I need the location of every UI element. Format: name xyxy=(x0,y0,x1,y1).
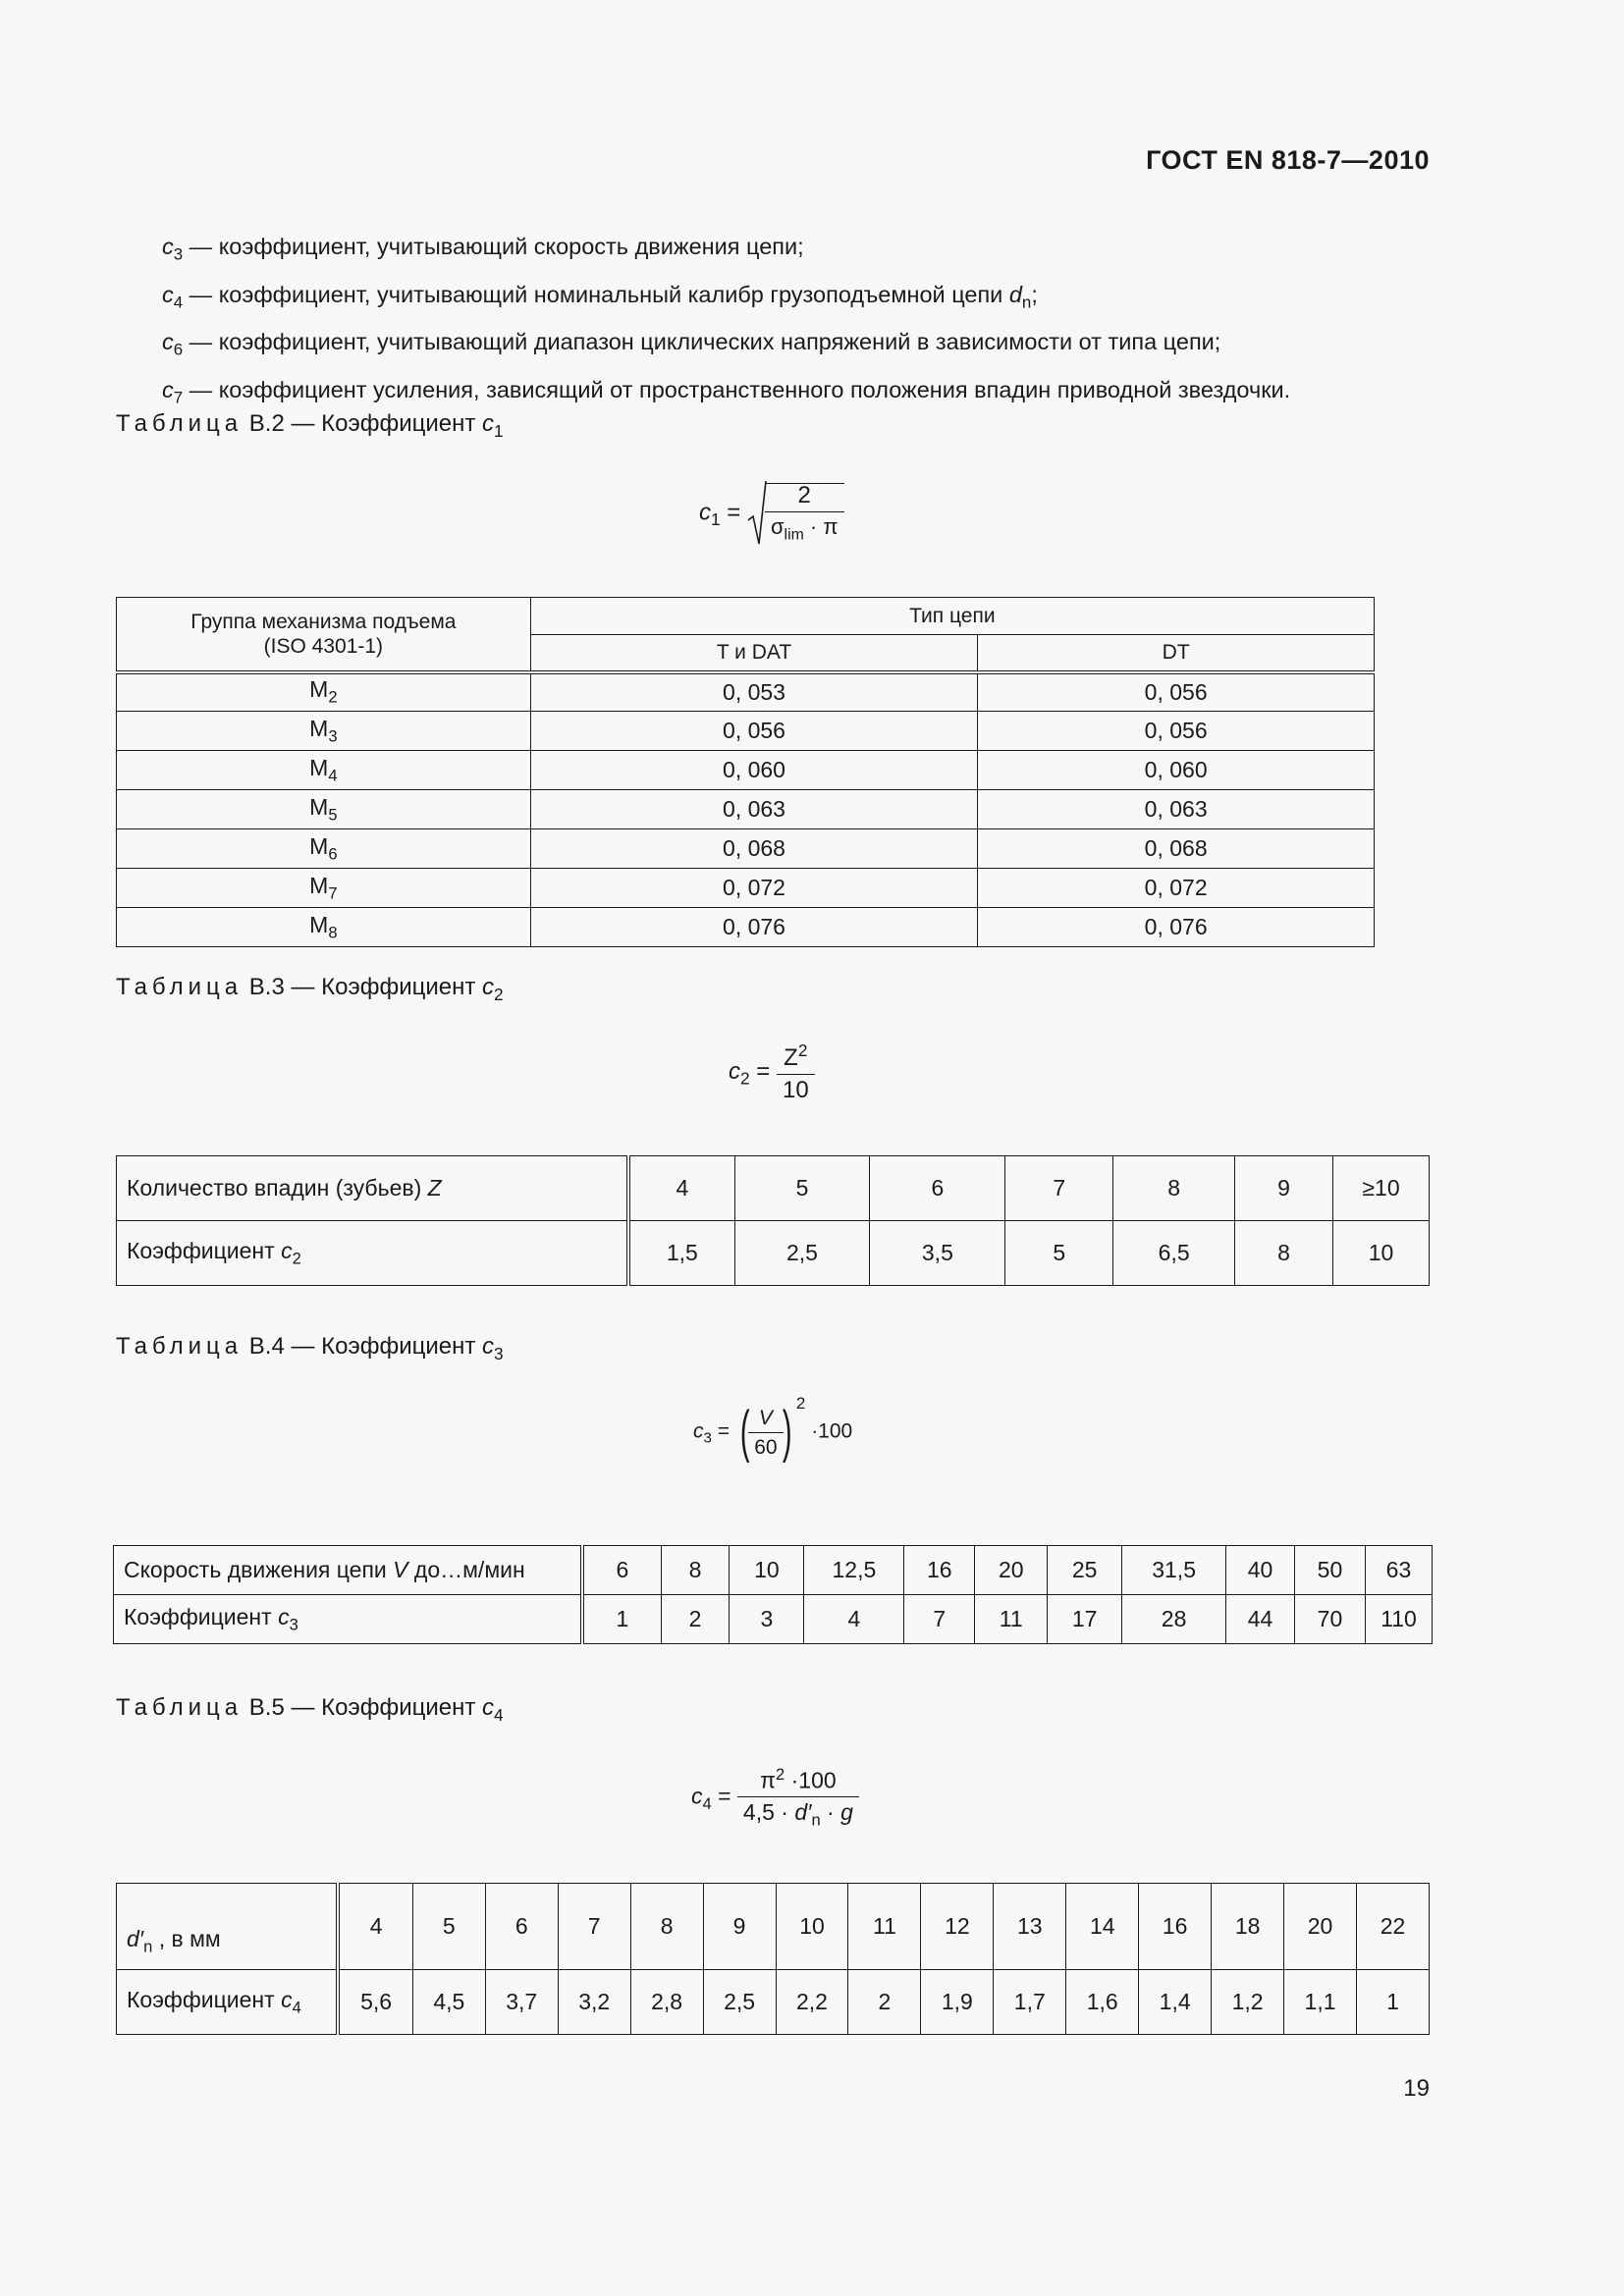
value-cell: 4 xyxy=(338,1884,412,1970)
value-cell: 11 xyxy=(848,1884,921,1970)
paren-right: ) xyxy=(782,1400,792,1464)
row-label-c4: Коэффициент $c_4$ xyxy=(117,1970,339,2035)
value-cell: ≥10 xyxy=(1333,1156,1430,1221)
cell-dt: 0, 072 xyxy=(978,869,1375,908)
value-cell: 2,5 xyxy=(703,1970,776,2035)
table-b5 xyxy=(116,1883,1430,2035)
header-chain-type: Тип цепи xyxy=(530,598,1374,635)
cell-t-dat: 0, 053 xyxy=(530,672,978,712)
value-cell: 8 xyxy=(1235,1221,1333,1286)
value-cell: 6 xyxy=(582,1546,661,1595)
value-cell: 9 xyxy=(1235,1156,1333,1221)
page-number: 19 xyxy=(1403,2075,1430,2102)
value-cell: 7 xyxy=(904,1595,975,1644)
cell-group: $M_7$ xyxy=(117,869,531,908)
value-cell: 12,5 xyxy=(804,1546,904,1595)
value-cell: 2 xyxy=(661,1595,730,1644)
fraction-c2: $\frac{Z^2}{10}$ xyxy=(777,1042,815,1102)
value-cell: 50 xyxy=(1295,1546,1366,1595)
cell-dt: 0, 063 xyxy=(978,790,1375,829)
value-cell: 1,5 xyxy=(628,1221,734,1286)
header-dt: DT xyxy=(978,635,1375,672)
value-cell: 2,2 xyxy=(776,1970,848,2035)
value-cell: 6 xyxy=(485,1884,558,1970)
value-cell: 5 xyxy=(734,1156,870,1221)
value-cell: 11 xyxy=(975,1595,1048,1644)
value-cell: 3,5 xyxy=(870,1221,1005,1286)
value-cell: 3,2 xyxy=(558,1970,630,2035)
value-cell: 5,6 xyxy=(338,1970,412,2035)
value-cell: 1 xyxy=(1357,1970,1430,2035)
table-row xyxy=(117,672,1375,712)
legend-item-c4: $c_4$ — коэффициент, учитывающий номинальный калибр грузоподъемной цепи $d_n$; xyxy=(162,281,1038,312)
value-cell: 31,5 xyxy=(1122,1546,1226,1595)
value-cell: 25 xyxy=(1048,1546,1122,1595)
value-cell: 4 xyxy=(804,1595,904,1644)
value-cell: 6,5 xyxy=(1113,1221,1235,1286)
cell-dt: 0, 060 xyxy=(978,751,1375,790)
cell-dt: 0, 056 xyxy=(978,712,1375,751)
table-b2 xyxy=(116,597,1375,947)
value-cell: 8 xyxy=(1113,1156,1235,1221)
cell-group: $M_3$ xyxy=(117,712,531,751)
row-label-dn: $d'_n$ , в мм xyxy=(117,1884,339,1970)
sqrt-group xyxy=(747,479,844,548)
table-row xyxy=(117,908,1375,947)
paren-left: ( xyxy=(739,1400,750,1464)
cell-dt: 0, 056 xyxy=(978,672,1375,712)
symbol-legend xyxy=(162,232,1438,423)
value-cell: 2,8 xyxy=(630,1970,703,2035)
cell-dt: 0, 076 xyxy=(978,908,1375,947)
value-cell: 2 xyxy=(848,1970,921,2035)
row-label-speed: Скорость движения цепи V до…м/мин xyxy=(114,1546,583,1595)
row-label-teeth: Количество впадин (зубьев) Z xyxy=(117,1156,629,1221)
table-b4 xyxy=(113,1545,1433,1644)
value-cell: 40 xyxy=(1226,1546,1295,1595)
cell-dt: 0, 068 xyxy=(978,829,1375,869)
cell-group: $M_8$ xyxy=(117,908,531,947)
value-cell: 16 xyxy=(904,1546,975,1595)
value-cell: 63 xyxy=(1365,1546,1432,1595)
cell-group: $M_5$ xyxy=(117,790,531,829)
value-cell: 28 xyxy=(1122,1595,1226,1644)
table-row xyxy=(117,751,1375,790)
table-b4-caption: Таблица В.4 — Коэффициент $c_3$ xyxy=(116,1333,504,1363)
value-cell: 1,1 xyxy=(1284,1970,1357,2035)
value-cell: 7 xyxy=(558,1884,630,1970)
cell-group: $M_2$ xyxy=(117,672,531,712)
table-b2-caption: Таблица В.2 — Коэффициент $c_1$ xyxy=(116,410,504,441)
row-label-c2: Коэффициент $c_2$ xyxy=(117,1221,629,1286)
value-cell: 6 xyxy=(870,1156,1005,1221)
value-cell: 20 xyxy=(975,1546,1048,1595)
value-cell: 44 xyxy=(1226,1595,1295,1644)
cell-group: $M_4$ xyxy=(117,751,531,790)
fraction-c4: $\frac{\pi^2 \cdot 100}{4,5 \cdot d'_n \cdot g}$ xyxy=(737,1767,859,1829)
value-cell: 13 xyxy=(994,1884,1066,1970)
value-cell: 14 xyxy=(1066,1884,1139,1970)
value-cell: 3,7 xyxy=(485,1970,558,2035)
sqrt-fraction: $\frac{2}{\sigma_{lim} \cdot \pi}$ xyxy=(765,484,844,543)
value-cell: 110 xyxy=(1365,1595,1432,1644)
value-cell: 1 xyxy=(582,1595,661,1644)
header-t-dat: T и DAT xyxy=(530,635,978,672)
cell-t-dat: 0, 060 xyxy=(530,751,978,790)
value-cell: 5 xyxy=(412,1884,485,1970)
value-cell: 10 xyxy=(776,1884,848,1970)
value-cell: 1,7 xyxy=(994,1970,1066,2035)
value-cell: 16 xyxy=(1139,1884,1212,1970)
value-cell: 1,9 xyxy=(921,1970,994,2035)
value-cell: 4,5 xyxy=(412,1970,485,2035)
formula-c1: $c_1$ = $\frac{2}{\sigma_{lim} \cdot \pi}$ xyxy=(699,479,844,548)
formula-c4: $c_4$ = $\frac{\pi^2 \cdot 100}{4,5 \cdot d'_n \cdot g}$ xyxy=(691,1767,859,1829)
table-b3 xyxy=(116,1155,1430,1286)
table-b5-caption: Таблица В.5 — Коэффициент $c_4$ xyxy=(116,1694,504,1725)
value-cell: 9 xyxy=(703,1884,776,1970)
value-cell: 2,5 xyxy=(734,1221,870,1286)
cell-t-dat: 0, 068 xyxy=(530,829,978,869)
value-cell: 4 xyxy=(628,1156,734,1221)
row-label-c3: Коэффициент $c_3$ xyxy=(114,1595,583,1644)
value-cell: 7 xyxy=(1005,1156,1113,1221)
formula-c2: $c_2$ = $\frac{Z^2}{10}$ xyxy=(729,1042,815,1102)
value-cell: 5 xyxy=(1005,1221,1113,1286)
cell-t-dat: 0, 056 xyxy=(530,712,978,751)
table-row xyxy=(117,829,1375,869)
cell-t-dat: 0, 072 xyxy=(530,869,978,908)
fraction-c3: $\frac{V}{60}$ xyxy=(748,1408,783,1458)
value-cell: 22 xyxy=(1357,1884,1430,1970)
legend-item-c7: $c_7$ — коэффициент усиления, зависящий от пространственного положения впадин приводной звездочки. xyxy=(162,377,1291,407)
value-cell: 17 xyxy=(1048,1595,1122,1644)
value-cell: 10 xyxy=(730,1546,804,1595)
value-cell: 12 xyxy=(921,1884,994,1970)
cell-t-dat: 0, 063 xyxy=(530,790,978,829)
legend-item-c3: $c_3$ — коэффициент, учитывающий скорость движения цепи; xyxy=(162,234,804,264)
value-cell: 8 xyxy=(630,1884,703,1970)
value-cell: 10 xyxy=(1333,1221,1430,1286)
table-b3-caption: Таблица В.3 — Коэффициент $c_2$ xyxy=(116,974,504,1004)
legend-item-c6: $c_6$ — коэффициент, учитывающий диапазон циклических напряжений в зависимости от типа цепи; xyxy=(162,329,1221,360)
document-number: ГОСТ EN 818-7—2010 xyxy=(1146,145,1430,175)
value-cell: 1,6 xyxy=(1066,1970,1139,2035)
value-cell: 1,2 xyxy=(1212,1970,1284,2035)
formula-c3: $c_3$ = ( $\frac{V}{60}$ ) $^2$ ·100 xyxy=(693,1393,853,1464)
cell-group: $M_6$ xyxy=(117,829,531,869)
value-cell: 1,4 xyxy=(1139,1970,1212,2035)
value-cell: 8 xyxy=(661,1546,730,1595)
value-cell: 20 xyxy=(1284,1884,1357,1970)
sqrt-sign xyxy=(747,479,767,548)
value-cell: 70 xyxy=(1295,1595,1366,1644)
table-row xyxy=(117,869,1375,908)
value-cell: 18 xyxy=(1212,1884,1284,1970)
table-row xyxy=(117,712,1375,751)
header-group: Группа механизма подъема (ISO 4301-1) xyxy=(117,598,531,672)
value-cell: 3 xyxy=(730,1595,804,1644)
table-row xyxy=(117,790,1375,829)
cell-t-dat: 0, 076 xyxy=(530,908,978,947)
